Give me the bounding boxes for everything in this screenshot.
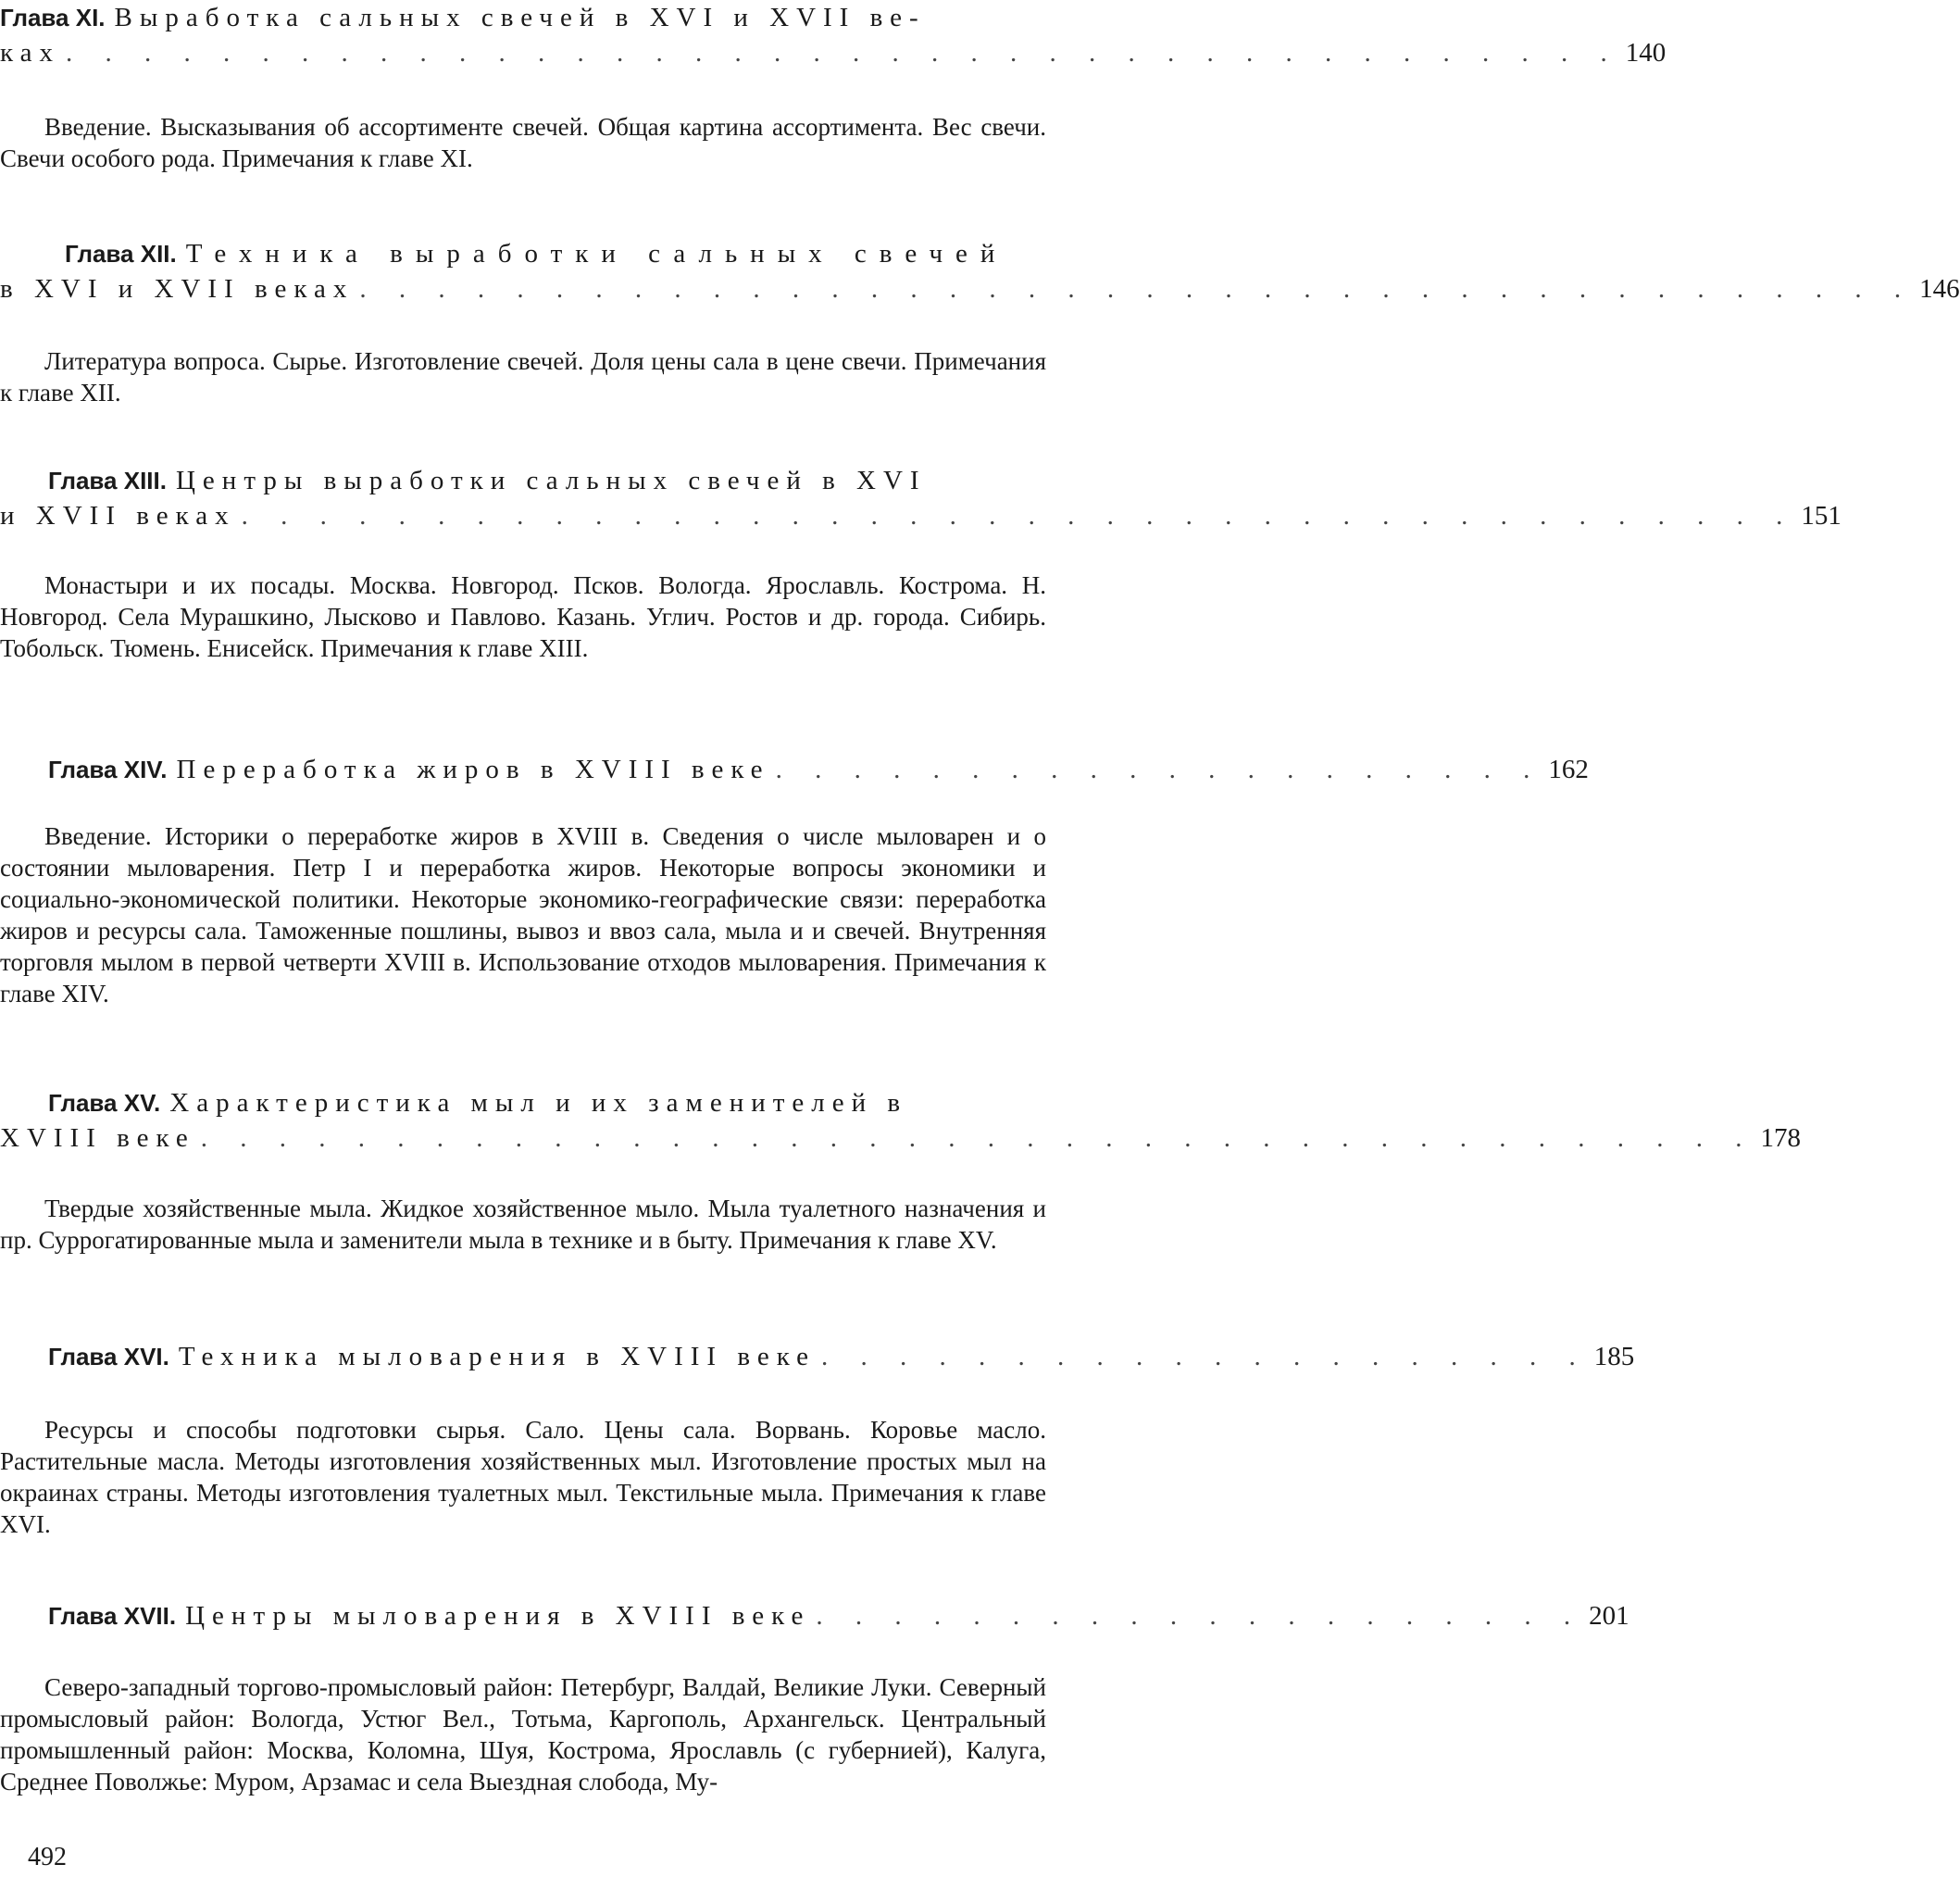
chapter-number: Глава XIV. — [48, 756, 168, 783]
chapter-heading-xiii — [0, 463, 1841, 533]
chapter-number: Глава XII. — [65, 240, 177, 268]
chapter-title-continued: ках — [0, 38, 61, 68]
chapter-title-continued: XVIII веке — [0, 1123, 195, 1153]
chapter-description: Монастыри и их посады. Москва. Новгород. Псков. Вологда. Ярославль. Кострома. Н. Новгород. Села Мурашкино, Лысково и Павлово. Казань. Углич. Ростов и др. города. Сибирь. Тобольск. Тюмень. Енисейск. Примечания к главе XIII. — [0, 571, 1046, 662]
chapter-number: Глава XIII. — [48, 467, 167, 494]
chapter-title: Характеристика мыл и их заменителей в — [169, 1088, 908, 1118]
chapter-number: Глава XI. — [0, 4, 106, 31]
chapter-title-continued: в XVI и XVII веках — [0, 274, 355, 304]
chapter-title: Центры выработки сальных свечей в XVI — [175, 466, 927, 495]
chapter-description: Твердые хозяйственные мыла. Жидкое хозяйственное мыло. Мыла туалетного назначения и пр. Суррогатированные мыла и заменители мыла в технике и в быту. Примечания к главе XV. — [0, 1195, 1046, 1254]
chapter-title: Техника выработки сальных свечей — [185, 239, 1008, 269]
leader-dots: . . . . . . . . . . . . . . . . . . . . — [775, 755, 1543, 784]
chapter-heading-xiv — [0, 752, 1589, 787]
leader-dots: . . . . . . . . . . . . . . . . . . . . . . . . . . . . . . . . . . . . . . . . — [241, 501, 1796, 531]
leader-dots: . . . . . . . . . . . . . . . . . . . . . . . . . . . . . . . . . . . . . . . . — [359, 274, 1915, 304]
chapter-heading-xvi — [0, 1339, 1635, 1374]
chapter-title: Центры мыловарения в XVIII веке — [185, 1601, 811, 1631]
chapter-page-number: 178 — [1760, 1123, 1801, 1153]
chapter-description: Северо-западный торгово-промысловый район: Петербург, Валдай, Великие Луки. Северный промысловый район: Вологда, Устюг Вел., Тотьма, Каргополь, Архангельск. Центральный промышленный район: Москва, Коломна, Шуя, Кострома, Ярославль (с губернией), Калуга, Среднее Поволжье: Муром, Арзамас и села Выездная слобода, Му- — [0, 1673, 1046, 1796]
chapter-description: Введение. Историки о переработке жиров в XVIII в. Сведения о числе мыловарен и о состоянии мыловарения. Петр I и переработка жиров. Некоторые вопросы экономики и социально-экономической политики. Некоторые экономико-географические связи: переработка жиров и ресурсы сала. Таможенные пошлины, вывоз и ввоз сала, мыла и и свечей. Внутренняя торговля мылом в первой четверти XVIII в. Использование отходов мыловарения. Примечания к главе XIV. — [0, 822, 1046, 1007]
chapter-page-number: 146 — [1919, 274, 1960, 304]
chapter-heading-xii — [0, 236, 1960, 307]
page-number: 492 — [28, 1843, 67, 1871]
chapter-page-number: 185 — [1593, 1342, 1635, 1371]
chapter-page-number: 162 — [1548, 755, 1589, 784]
leader-dots: . . . . . . . . . . . . . . . . . . . . . . . . . . . . . . . . . . . . . . . . — [66, 38, 1620, 68]
chapter-heading-xv — [0, 1085, 1801, 1156]
chapter-number: Глава XVII. — [48, 1602, 177, 1630]
chapter-heading-xi — [0, 0, 1667, 70]
chapter-number: Глава XV. — [48, 1089, 161, 1117]
chapter-page-number: 201 — [1589, 1601, 1629, 1631]
chapter-page-number: 151 — [1801, 501, 1841, 531]
chapter-heading-xvii — [0, 1598, 1629, 1633]
chapter-description: Ресурсы и способы подготовки сырья. Сало. Цены сала. Ворвань. Коровье масло. Растительные масла. Методы изготовления хозяйственных мыл. Изготовление простых мыл на окраинах страны. Методы изготовления туалетных мыл. Текстильные мыла. Примечания к главе XVI. — [0, 1416, 1046, 1538]
chapter-title-continued: и XVII веках — [0, 501, 236, 531]
chapter-description: Литература вопроса. Сырье. Изготовление свечей. Доля цены сала в цене свечи. Примечания к главе XII. — [0, 347, 1046, 407]
chapter-title: Техника мыловарения в XVIII веке — [178, 1342, 816, 1371]
chapter-title: Выработка сальных свечей в XVI и XVII ве- — [114, 3, 926, 32]
chapter-title: Переработка жиров в XVIII веке — [176, 755, 770, 784]
leader-dots: . . . . . . . . . . . . . . . . . . . . — [820, 1342, 1589, 1371]
chapter-page-number: 140 — [1625, 38, 1667, 68]
leader-dots: . . . . . . . . . . . . . . . . . . . . . . . . . . . . . . . . . . . . . . . . — [200, 1123, 1755, 1153]
leader-dots: . . . . . . . . . . . . . . . . . . . . — [816, 1601, 1584, 1631]
chapter-description: Введение. Высказывания об ассортименте свечей. Общая картина ассортимента. Вес свечи. Свечи особого рода. Примечания к главе XI. — [0, 113, 1046, 172]
chapter-number: Глава XVI. — [48, 1343, 169, 1370]
